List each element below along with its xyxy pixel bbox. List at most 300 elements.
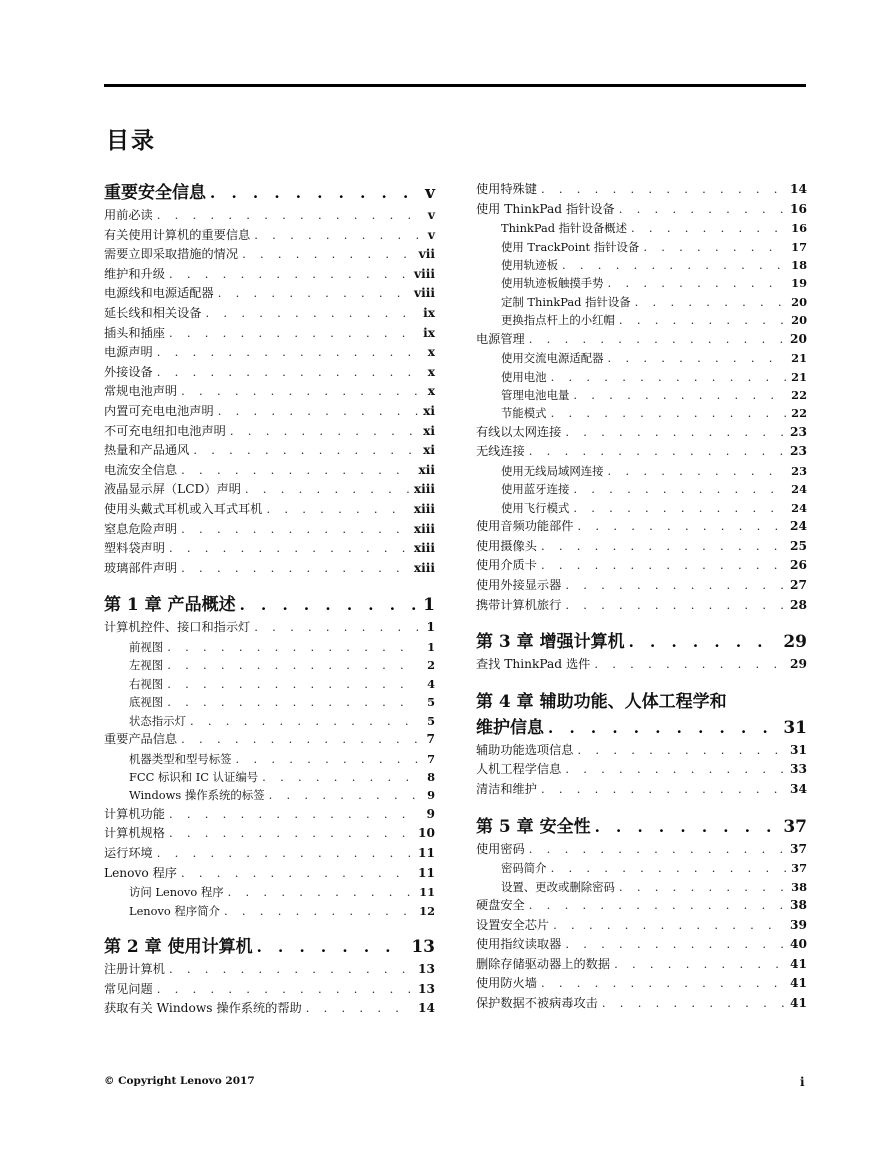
toc-label: 第 2 章 使用计算机 <box>104 936 253 957</box>
toc-page-number: 25 <box>790 538 807 553</box>
toc-page-number: xiii <box>413 482 435 497</box>
toc-entry[interactable] <box>104 844 435 864</box>
toc-label: 第 1 章 产品概述 <box>104 595 236 616</box>
toc-dot-leader <box>635 293 788 311</box>
toc-dot-leader <box>257 934 408 960</box>
toc-page-number: 14 <box>790 182 807 196</box>
toc-page-number: 11 <box>418 845 435 860</box>
toc-dot-leader <box>562 256 787 274</box>
toc-entry[interactable] <box>104 343 435 363</box>
toc-dot-leader <box>228 883 416 901</box>
toc-label: 右视图 <box>129 676 164 691</box>
toc-entry[interactable] <box>476 596 807 616</box>
toc-subentry[interactable] <box>476 349 807 367</box>
toc-page-number: viii <box>414 266 435 281</box>
toc-label: 使用 ThinkPad 指针设备 <box>476 201 615 216</box>
toc-subentry[interactable] <box>104 656 435 674</box>
toc-page-number: 16 <box>790 201 807 216</box>
toc-subentry[interactable] <box>104 675 435 693</box>
toc-label: 访问 Lenovo 程序 <box>129 885 224 900</box>
toc-page-number: 13 <box>411 936 435 957</box>
toc-subentry[interactable] <box>476 293 807 311</box>
toc-entry[interactable] <box>104 226 435 246</box>
toc-label: 重要安全信息 <box>104 183 206 203</box>
toc-page-number: 20 <box>791 294 807 309</box>
toc-entry[interactable] <box>476 330 807 350</box>
toc-label: 使用电池 <box>501 369 547 384</box>
toc-dot-leader <box>167 693 419 711</box>
toc-subentry[interactable] <box>104 712 435 730</box>
toc-page-number: xi <box>423 403 435 418</box>
toc-chapter-entry[interactable] <box>104 180 435 206</box>
toc-page-number: 38 <box>791 879 807 894</box>
toc-entry[interactable] <box>104 559 435 579</box>
toc-page-number: 37 <box>791 861 807 876</box>
toc-dot-leader <box>548 715 779 741</box>
toc-entry[interactable] <box>104 441 435 461</box>
toc-label: 计算机控件、接口和指示灯 <box>104 620 251 635</box>
toc-label: 设置、更改或删除密码 <box>501 879 615 894</box>
toc-dot-leader <box>181 461 414 481</box>
toc-dot-leader <box>631 219 787 237</box>
toc-label: 计算机功能 <box>104 806 165 821</box>
toc-subentry[interactable] <box>476 238 807 256</box>
toc-entry[interactable] <box>476 537 807 557</box>
toc-page-number: 17 <box>791 239 807 254</box>
toc-dot-leader <box>157 343 419 363</box>
toc-page-number: 7 <box>426 731 435 746</box>
toc-label: 重要产品信息 <box>104 731 178 746</box>
toc-page-number: xiii <box>413 521 435 536</box>
toc-label: 第 5 章 安全性 <box>476 816 591 837</box>
toc-entry[interactable] <box>104 805 435 825</box>
toc-subentry[interactable] <box>476 386 807 404</box>
toc-label: 塑料袋声明 <box>104 541 165 556</box>
toc-page-number: 29 <box>790 657 807 672</box>
toc-page-number: 7 <box>427 751 435 766</box>
toc-page-number: 27 <box>790 578 807 593</box>
toc-page-number: xii <box>418 462 435 477</box>
toc-chapter-title-line1: 第 4 章 辅助功能、人体工程学和 <box>476 691 727 712</box>
toc-label: 玻璃部件声明 <box>104 560 178 575</box>
toc-dot-leader <box>551 404 788 422</box>
toc-dot-leader <box>565 423 786 443</box>
toc-entry[interactable] <box>104 461 435 481</box>
toc-dot-leader <box>619 311 787 329</box>
toc-entry[interactable] <box>476 576 807 596</box>
toc-entry[interactable] <box>104 539 435 559</box>
toc-entry[interactable] <box>476 974 807 994</box>
toc-page-number: 5 <box>427 713 435 728</box>
toc-page-number: xi <box>423 443 435 458</box>
toc-entry[interactable] <box>476 423 807 443</box>
toc-label: 定制 ThinkPad 指针设备 <box>501 294 631 309</box>
toc-label: 使用交流电源适配器 <box>501 351 604 366</box>
toc-chapter-title-line2 <box>476 715 807 741</box>
toc-page-number: 2 <box>427 658 435 673</box>
toc-label: Lenovo 程序 <box>104 865 177 880</box>
toc-dot-leader <box>602 994 786 1014</box>
toc-page-number: 11 <box>419 885 435 900</box>
toc-label: 使用摄像头 <box>476 538 537 553</box>
toc-entry[interactable] <box>104 999 435 1019</box>
toc-dot-leader <box>541 537 786 557</box>
toc-subentry[interactable] <box>476 480 807 498</box>
toc-dot-leader <box>157 844 414 864</box>
toc-subentry[interactable] <box>476 256 807 274</box>
toc-dot-leader <box>573 499 787 517</box>
toc-label: 电源管理 <box>476 331 525 346</box>
toc-chapter-entry[interactable] <box>476 689 807 741</box>
toc-dot-leader <box>181 520 410 540</box>
toc-page-number: viii <box>414 286 435 301</box>
toc-entry[interactable] <box>476 780 807 800</box>
toc-label: 内置可充电电池声明 <box>104 403 214 418</box>
toc-entry[interactable] <box>476 955 807 975</box>
toc-label: 人机工程学信息 <box>476 762 562 777</box>
toc-left-column <box>104 180 435 1019</box>
toc-dot-leader <box>553 916 786 936</box>
toc-label: 使用特殊键 <box>476 182 537 196</box>
toc-dot-leader <box>306 999 414 1019</box>
toc-page-number: 41 <box>790 956 807 971</box>
toc-subentry[interactable] <box>104 883 435 901</box>
toc-label: 热量和产品通风 <box>104 443 190 458</box>
toc-right-column <box>476 180 807 1014</box>
toc-dot-leader <box>608 462 788 480</box>
toc-dot-leader <box>169 265 410 285</box>
toc-page-number: 21 <box>791 369 807 384</box>
toc-dot-leader <box>578 741 787 761</box>
toc-page-number: 18 <box>791 258 807 272</box>
toc-label: 密码简介 <box>501 861 547 876</box>
toc-subentry[interactable] <box>104 638 435 656</box>
toc-entry[interactable] <box>104 824 435 844</box>
toc-dot-leader <box>541 556 786 576</box>
page-title: 目录 <box>106 127 156 154</box>
toc-dot-leader <box>210 180 419 206</box>
toc-dot-leader <box>551 368 788 386</box>
toc-entry[interactable] <box>476 916 807 936</box>
toc-page-number: 10 <box>418 826 435 841</box>
toc-entry[interactable] <box>104 480 435 500</box>
toc-label: 左视图 <box>129 658 164 673</box>
toc-label: 电源线和电源适配器 <box>104 286 214 301</box>
toc-page-number: 20 <box>791 313 807 328</box>
toc-page-number: 31 <box>783 717 807 738</box>
toc-dot-leader <box>157 980 414 1000</box>
toc-label: 使用密码 <box>476 841 525 856</box>
toc-label: 携带计算机旅行 <box>476 597 562 612</box>
toc-entry[interactable] <box>104 730 435 750</box>
toc-page-number: 19 <box>791 276 807 291</box>
toc-dot-leader <box>190 712 419 730</box>
toc-entry[interactable] <box>104 304 435 324</box>
toc-subentry[interactable] <box>476 219 807 237</box>
toc-subentry[interactable] <box>104 750 435 768</box>
toc-dot-leader <box>619 878 787 896</box>
toc-dot-leader <box>565 596 786 616</box>
toc-page-number: 4 <box>427 676 435 691</box>
toc-label: 使用外接显示器 <box>476 578 562 593</box>
toc-entry[interactable] <box>476 741 807 761</box>
toc-entry[interactable] <box>104 960 435 980</box>
toc-dot-leader <box>157 206 419 226</box>
toc-label: 液晶显示屏（LCD）声明 <box>104 482 241 497</box>
toc-label: 插头和插座 <box>104 325 165 340</box>
toc-page-number: 29 <box>783 632 807 653</box>
toc-label: 使用飞行模式 <box>501 500 570 515</box>
toc-chapter-entry[interactable] <box>104 592 435 618</box>
toc-dot-leader <box>206 304 420 324</box>
toc-label: 底视图 <box>129 695 164 710</box>
toc-page-number: 24 <box>791 482 807 497</box>
toc-dot-leader <box>218 402 419 422</box>
toc-dot-leader <box>157 363 419 383</box>
toc-dot-leader <box>193 441 419 461</box>
toc-label: 运行环境 <box>104 845 153 860</box>
toc-entry[interactable] <box>104 500 435 520</box>
toc-page-number: xiii <box>413 501 435 516</box>
toc-entry[interactable] <box>104 402 435 422</box>
toc-page-number: v <box>427 227 435 242</box>
toc-dot-leader <box>269 786 419 804</box>
toc-dot-leader <box>236 750 419 768</box>
toc-entry[interactable] <box>104 363 435 383</box>
toc-dot-leader <box>224 902 415 920</box>
toc-entry[interactable] <box>476 200 807 220</box>
toc-subentry[interactable] <box>476 859 807 877</box>
toc-dot-leader <box>619 200 786 220</box>
toc-page-number: 1 <box>423 595 435 616</box>
toc-page-number: ix <box>423 305 435 320</box>
top-rule <box>104 84 806 87</box>
toc-subentry[interactable] <box>476 878 807 896</box>
toc-page-number: 31 <box>790 742 807 757</box>
toc-dot-leader <box>167 656 419 674</box>
toc-label: ThinkPad 指针设备概述 <box>501 221 628 236</box>
toc-dot-leader <box>266 500 409 520</box>
toc-entry[interactable] <box>476 517 807 537</box>
toc-dot-leader <box>551 859 788 877</box>
toc-label: 使用音频功能部件 <box>476 519 574 534</box>
toc-chapter-entry[interactable] <box>476 814 807 840</box>
toc-label: 使用指纹读取器 <box>476 937 562 952</box>
toc-entry[interactable] <box>476 442 807 462</box>
toc-entry[interactable] <box>476 760 807 780</box>
toc-dot-leader <box>573 480 787 498</box>
toc-page-number: 23 <box>790 424 807 439</box>
toc-page-number: 13 <box>418 981 435 996</box>
toc-dot-leader <box>529 896 786 916</box>
toc-dot-leader <box>643 238 787 256</box>
toc-label: 保护数据不被病毒攻击 <box>476 995 598 1010</box>
toc-entry[interactable] <box>104 265 435 285</box>
toc-label: 前视图 <box>129 639 164 654</box>
toc-label: FCC 标识和 IC 认证编号 <box>129 769 259 784</box>
toc-dot-leader <box>181 382 419 402</box>
toc-label: 电流安全信息 <box>104 462 178 477</box>
toc-dot-leader <box>169 824 414 844</box>
toc-label: 使用蓝牙连接 <box>501 482 570 497</box>
toc-subentry[interactable] <box>104 786 435 804</box>
toc-page-number: 13 <box>418 961 435 976</box>
toc-subentry[interactable] <box>104 768 435 786</box>
toc-entry[interactable] <box>476 840 807 860</box>
toc-chapter-entry[interactable] <box>476 629 807 655</box>
toc-label: 机器类型和型号标签 <box>129 751 232 766</box>
toc-label: 用前必读 <box>104 208 153 222</box>
toc-label: 有关使用计算机的重要信息 <box>104 227 251 242</box>
toc-subentry[interactable] <box>104 902 435 920</box>
toc-entry[interactable] <box>104 864 435 884</box>
toc-entry[interactable] <box>476 655 807 675</box>
toc-label: Windows 操作系统的标签 <box>129 788 265 803</box>
toc-subentry[interactable] <box>476 311 807 329</box>
toc-page-number: 16 <box>791 221 807 236</box>
toc-page-number: xiii <box>413 560 435 575</box>
toc-page-number: 28 <box>790 597 807 612</box>
toc-page-number: 22 <box>791 406 807 421</box>
toc-dot-leader <box>167 675 419 693</box>
toc-page-number: 40 <box>790 937 807 952</box>
toc-dot-leader <box>594 655 786 675</box>
toc-page-number: ix <box>423 325 435 340</box>
toc-dot-leader <box>181 559 410 579</box>
toc-label: 管理电池电量 <box>501 388 570 403</box>
toc-dot-leader <box>608 274 788 292</box>
toc-dot-leader <box>614 955 786 975</box>
toc-subentry[interactable] <box>476 462 807 480</box>
toc-entry[interactable] <box>104 206 435 226</box>
toc-page-number: 37 <box>783 816 807 837</box>
toc-label: 辅助功能选项信息 <box>476 742 574 757</box>
toc-label: 使用介质卡 <box>476 558 537 573</box>
toc-dot-leader <box>169 960 414 980</box>
toc-dot-leader <box>169 805 419 825</box>
page-number-footer: i <box>800 1075 805 1089</box>
toc-label: 常见问题 <box>104 981 153 996</box>
toc-page-number: 21 <box>791 351 807 366</box>
toc-page-number: 39 <box>790 917 807 932</box>
toc-label: 使用 TrackPoint 指针设备 <box>501 239 640 254</box>
toc-subentry[interactable] <box>476 274 807 292</box>
toc-label: 有线以太网连接 <box>476 424 562 439</box>
toc-page-number: 34 <box>790 782 807 796</box>
toc-page-number: 12 <box>419 903 435 918</box>
toc-page-number: xi <box>423 423 435 438</box>
toc-entry[interactable] <box>104 422 435 442</box>
toc-entry[interactable] <box>476 180 807 200</box>
toc-page-number: 33 <box>790 762 807 777</box>
toc-entry[interactable] <box>104 245 435 265</box>
toc-entry[interactable] <box>104 520 435 540</box>
toc-label: 延长线和相关设备 <box>104 305 202 320</box>
toc-dot-leader <box>167 638 419 656</box>
copyright-footer: © Copyright Lenovo 2017 <box>104 1075 255 1087</box>
toc-label: 外接设备 <box>104 364 153 379</box>
toc-label: 更换指点杆上的小红帽 <box>501 313 615 328</box>
toc-page-number: 37 <box>790 841 807 856</box>
toc-page-number: x <box>427 364 435 379</box>
toc-page-number: x <box>427 345 435 360</box>
toc-label: 节能模式 <box>501 406 547 421</box>
toc-page-number: 11 <box>418 865 435 880</box>
toc-dot-leader <box>254 226 419 246</box>
toc-dot-leader <box>608 349 788 367</box>
toc-page-number: 9 <box>427 788 435 803</box>
toc-label: 获取有关 Windows 操作系统的帮助 <box>104 1001 302 1016</box>
toc-chapter-entry[interactable] <box>104 934 435 960</box>
toc-page-number: 23 <box>791 464 807 479</box>
toc-entry[interactable] <box>104 618 435 638</box>
toc-dot-leader <box>541 180 786 200</box>
toc-page-number: 41 <box>790 976 807 991</box>
toc-label: 使用轨迹板 <box>501 258 558 272</box>
toc-entry[interactable] <box>476 556 807 576</box>
toc-page-number: 1 <box>427 639 435 654</box>
toc-subentry[interactable] <box>476 499 807 517</box>
toc-page-number: v <box>427 208 435 222</box>
toc-dot-leader <box>262 768 419 786</box>
toc-entry[interactable] <box>104 382 435 402</box>
toc-subentry[interactable] <box>104 693 435 711</box>
toc-page-number: 38 <box>790 898 807 912</box>
toc-page-number: 24 <box>790 519 807 534</box>
toc-subentry[interactable] <box>476 404 807 422</box>
toc-label: 维护和升级 <box>104 266 165 281</box>
toc-dot-leader <box>230 422 419 442</box>
toc-page-number: 8 <box>427 769 435 784</box>
toc-entry[interactable] <box>476 896 807 916</box>
toc-entry[interactable] <box>476 994 807 1014</box>
toc-label: 电源声明 <box>104 345 153 360</box>
toc-page-number: 9 <box>426 806 435 821</box>
toc-label: 状态指示灯 <box>129 713 186 728</box>
toc-page-number: x <box>427 384 435 399</box>
toc-dot-leader <box>565 576 786 596</box>
toc-label: 查找 ThinkPad 选件 <box>476 657 591 672</box>
toc-dot-leader <box>529 840 786 860</box>
toc-entry[interactable] <box>104 284 435 304</box>
toc-page-number: 20 <box>790 331 807 346</box>
toc-chapter-label: 维护信息 <box>476 717 544 738</box>
toc-page-number: v <box>425 183 435 203</box>
toc-dot-leader <box>595 814 780 840</box>
toc-label: 使用无线局域网连接 <box>501 464 604 479</box>
toc-dot-leader <box>629 629 780 655</box>
toc-label: 硬盘安全 <box>476 898 525 912</box>
toc-dot-leader <box>578 517 787 537</box>
toc-label: 使用头戴式耳机或入耳式耳机 <box>104 501 263 516</box>
toc-dot-leader <box>529 442 786 462</box>
toc-entry[interactable] <box>104 980 435 1000</box>
toc-page-number: 1 <box>426 620 435 635</box>
toc-entry[interactable] <box>476 935 807 955</box>
toc-dot-leader <box>242 245 415 265</box>
toc-page-number: 5 <box>427 695 435 710</box>
toc-label: 窒息危险声明 <box>104 521 178 536</box>
toc-label: 无线连接 <box>476 444 525 459</box>
toc-page-number: 41 <box>790 995 807 1010</box>
toc-label: 设置安全芯片 <box>476 917 550 932</box>
toc-dot-leader <box>240 592 419 618</box>
toc-page-number: xiii <box>413 541 435 556</box>
toc-subentry[interactable] <box>476 368 807 386</box>
toc-label: 需要立即采取措施的情况 <box>104 247 239 262</box>
toc-label: 第 3 章 增强计算机 <box>476 632 625 653</box>
toc-entry[interactable] <box>104 324 435 344</box>
